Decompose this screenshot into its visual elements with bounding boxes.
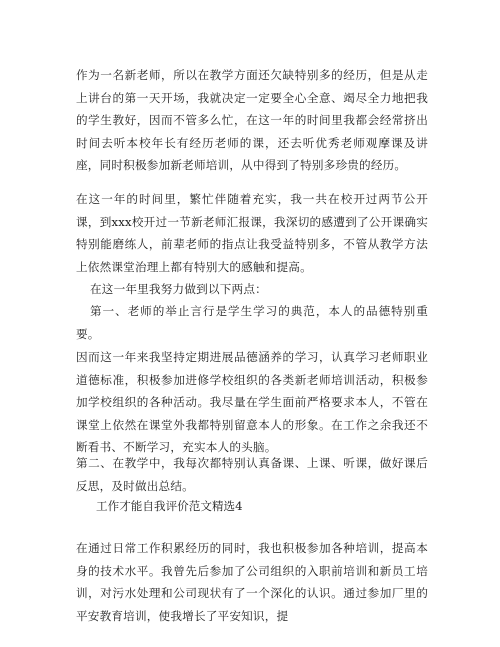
paragraph-5: 因而这一年来我坚持定期进展品德涵养的学习，认真学习老师职业道德标准，积极参加进修学校组织的各类新老师培训活动，积极参加学校组织的各种活动。我尽量在学生面前严格要求本人，不管在课堂上依然在课堂外我都特别留意本人的形象。在工作之余我还不断看书、不断学习，充实本人的头脑。 bbox=[76, 350, 428, 454]
section-heading: 工作才能自我评价范文精选4 bbox=[96, 499, 243, 513]
paragraph-7: 在通过日常工作积累经历的同时，我也积极参加各种培训，提高本身的技术水平。我曾先后参加了公司组织的入职前培训和新员工培训，对污水处理和公司现状有了一个深化的认识。通过参加厂里的平安教育培训，使我增长了平安知识，提 bbox=[76, 541, 428, 623]
paragraph-2: 在这一年的时间里，繁忙伴随着充实，我一共在校开过两节公开课，到xxx校开过一节新老师汇报课，我深切的感遭到了公开课确实特别能磨练人，前辈老师的指点让我受益特别多，不管从教学方法上依然课堂治理上都有特别大的感触和提高。 bbox=[76, 192, 428, 274]
paragraph-1: 作为一名新老师，所以在教学方面还欠缺特别多的经历，但是从走上讲台的第一天开场，我就决定一定要全心全意、竭尽全力地把我的学生教好，因而不管多么忙，在这一年的时间里我都会经常挤出时间去听本校年长有经历老师的课，还去听优秀老师观摩课及讲座，同时积极参加新老师培训，从中得到了特别多珍贵的经历。 bbox=[76, 68, 428, 172]
paragraph-4: 第一、老师的举止言行是学生学习的典范，本人的品德特别重要。 bbox=[76, 304, 428, 341]
paragraph-6: 第二、在教学中，我每次都特别认真备课、上课、听课，做好课后反思，及时做出总结。 bbox=[76, 456, 428, 493]
paragraph-3: 在这一年里我努力做到以下两点： bbox=[90, 282, 267, 296]
